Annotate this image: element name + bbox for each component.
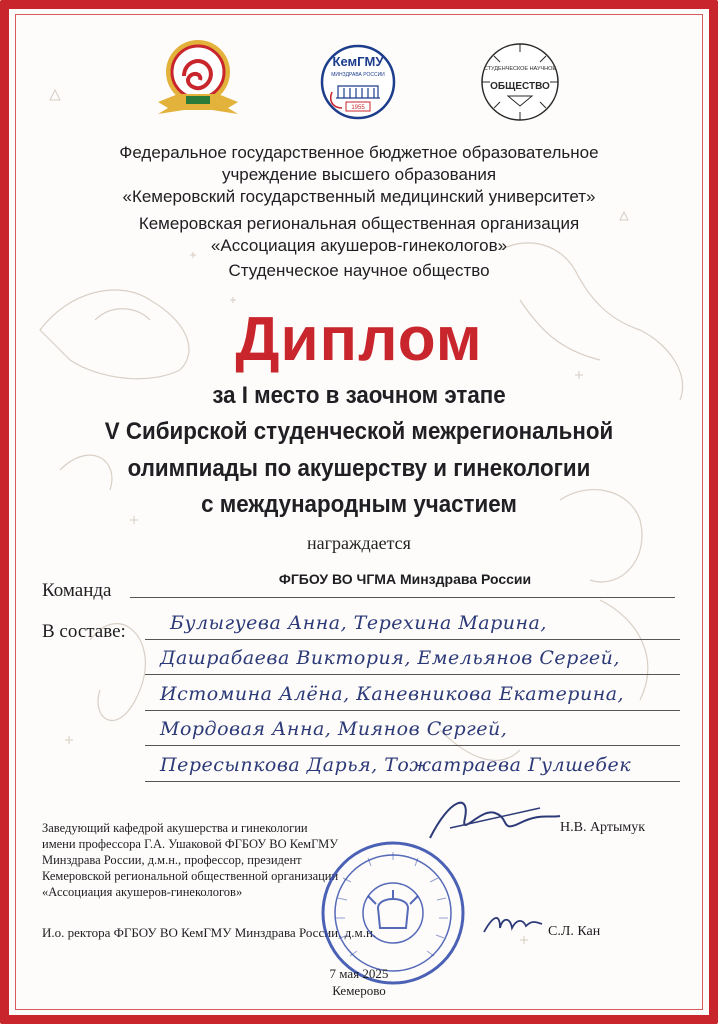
members-row-3: Истомина Алёна, Каневникова Екатерина,: [160, 683, 625, 705]
header-line-5: «Ассоциация акушеров-гинекологов»: [210, 236, 508, 255]
header-line-1: Федеральное государственное бюджетное образовательное: [119, 143, 599, 162]
subtitle-line-2: V Сибирской студенческой межрегиональной: [104, 418, 614, 445]
header-line-4: Кемеровская региональная общественная организация: [138, 214, 580, 233]
members-row-1: Булыгуева Анна, Терехина Марина,: [170, 612, 547, 634]
header-line-3: «Кемеровский государственный медицинский университет»: [122, 187, 596, 206]
diploma-title: Диплом: [235, 305, 483, 374]
subtitle-line-4: с международным участием: [201, 491, 517, 518]
kemgmu-logo-year: 1955: [351, 105, 365, 111]
header-line-6: Студенческое научное общество: [228, 261, 490, 280]
student-society-logo: [474, 40, 566, 124]
sno-logo-bottom-text: ОБЩЕСТВО: [490, 81, 550, 92]
team-label: Команда: [42, 580, 112, 601]
head-title-line-4: Кемеровской региональной общественной организации: [42, 869, 339, 883]
kemgmu-logo-subtitle: МИНЗДРАВА РОССИИ: [331, 72, 385, 78]
rector-name: С.Л. Кан: [548, 924, 601, 939]
head-title-line-2: имени профессора Г.А. Ушаковой ФГБОУ ВО КемГМУ: [42, 837, 339, 851]
kemgmu-logo: [312, 42, 404, 122]
kemgmu-logo-name: КемГМУ: [332, 54, 384, 69]
members-underline-3: [145, 710, 680, 711]
head-title-line-5: «Ассоциация акушеров-гинекологов»: [42, 885, 243, 899]
subtitle-line-1: за I место в заочном этапе: [212, 382, 506, 409]
subtitle-line-3: олимпиады по акушерству и гинекологии: [127, 455, 591, 482]
issue-city: Кемерово: [332, 983, 386, 998]
header-line-2: учреждение высшего образования: [221, 165, 497, 184]
members-underline-2: [145, 674, 680, 675]
head-title-line-3: Минздрава России, д.м.н., профессор, президент: [42, 853, 302, 867]
members-underline-4: [145, 745, 680, 746]
rector-signature: [478, 906, 548, 942]
members-row-5: Пересыпкова Дарья, Тожатраева Гулшебек: [160, 754, 632, 776]
association-emblem-logo: [150, 36, 246, 122]
head-title-line-1: Заведующий кафедрой акушерства и гинекологии: [42, 821, 308, 835]
awarded-text: награждается: [307, 533, 411, 553]
sno-logo-top-text: СТУДЕНЧЕСКОЕ НАУЧНОЕ: [483, 66, 557, 72]
members-underline-5: [145, 781, 680, 782]
issue-date: 7 мая 2025: [329, 966, 389, 981]
head-name: Н.В. Артымук: [560, 820, 646, 835]
members-underline-1: [145, 639, 680, 640]
team-underline: [130, 597, 675, 598]
rector-title: И.о. ректора ФГБОУ ВО КемГМУ Минздрава России, д.м.н.: [42, 925, 377, 940]
members-row-2: Дашрабаева Виктория, Емельянов Сергей,: [160, 647, 620, 669]
team-name: ФГБОУ ВО ЧГМА Минздрава России: [278, 571, 532, 587]
members-label: В составе:: [42, 621, 126, 642]
members-row-4: Мордовая Анна, Миянов Сергей,: [160, 718, 508, 740]
